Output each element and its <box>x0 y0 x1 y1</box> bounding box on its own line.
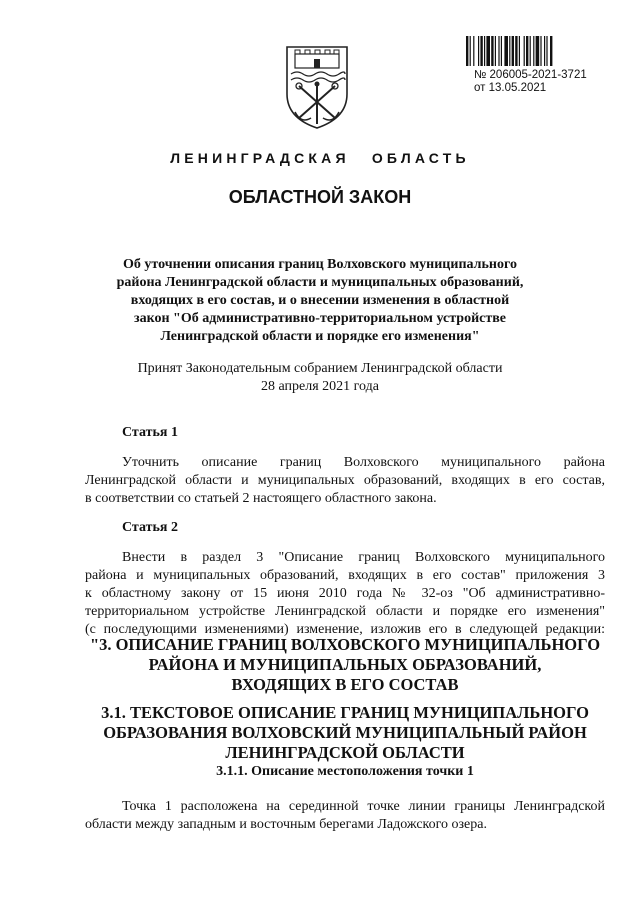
section-title-line: РАЙОНА И МУНИЦИПАЛЬНЫХ ОБРАЗОВАНИЙ, <box>148 655 542 674</box>
barcode-icon <box>466 36 582 66</box>
section-title-line: ВХОДЯЩИХ В ЕГО СОСТАВ <box>231 675 459 694</box>
section-title-line: ЛЕНИНГРАДСКОЙ ОБЛАСТИ <box>225 743 465 762</box>
coat-of-arms-icon <box>283 44 351 130</box>
adoption-date: 28 апреля 2021 года <box>261 379 379 394</box>
adoption-line: Принят Законодательным собранием Ленинградской области <box>137 361 503 376</box>
law-title <box>100 256 540 346</box>
paragraph-line: района и муниципальных образований, входящих в его состав" приложения 3 <box>85 568 605 583</box>
paragraph-line: Уточнить описание границ Волховского муниципального района <box>122 455 605 470</box>
section-3-title <box>85 635 605 695</box>
paragraph-line: Ленинградской области и муниципальных образований, входящих в его состав, <box>85 473 605 488</box>
paragraph-line: (с последующими изменениями) изменение, изложив его в следующей редакции: <box>85 622 605 637</box>
paragraph-line: к областному закону от 15 июня 2010 года № 32-оз "Об административно- <box>85 586 605 601</box>
point-1-description <box>85 798 605 834</box>
paragraph-line: Точка 1 расположена на серединной точке линии границы Ленинградской <box>122 799 605 814</box>
law-title-line: района Ленинградской области и муниципальных образований, <box>116 275 524 290</box>
registration-date: от 13.05.2021 <box>474 82 547 94</box>
section-title-line: ОБРАЗОВАНИЯ ВОЛХОВСКИЙ МУНИЦИПАЛЬНЫЙ РАЙОН <box>103 723 587 742</box>
section-title-line: 3.1. ТЕКСТОВОЕ ОПИСАНИЕ ГРАНИЦ МУНИЦИПАЛЬНОГО <box>101 703 589 722</box>
paragraph-line: Внести в раздел 3 "Описание границ Волховского муниципального <box>122 550 605 565</box>
paragraph-line: области между западным и восточным берегами Ладожского озера. <box>85 817 487 832</box>
law-type-title: ОБЛАСТНОЙ ЗАКОН <box>228 187 412 207</box>
paragraph-line: в соответствии со статьей 2 настоящего областного закона. <box>85 491 437 506</box>
registration-number: № 206005-2021-3721 <box>474 69 587 81</box>
law-title-line: Ленинградской области и порядке его изменения" <box>160 329 480 344</box>
paragraph-line: территориальном устройстве Ленинградской области и порядке его изменения" <box>85 604 605 619</box>
law-title-line: закон "Об административно-территориальном устройстве <box>133 311 506 326</box>
section-title-line: "3. ОПИСАНИЕ ГРАНИЦ ВОЛХОВСКОГО МУНИЦИПАЛЬНОГО <box>89 635 601 654</box>
article-2-body <box>85 549 605 639</box>
article-2-heading: Статья 2 <box>122 520 178 535</box>
law-title-line: входящих в его состав, и о внесении изменения в областной <box>130 293 510 308</box>
article-1-heading: Статья 1 <box>122 425 178 440</box>
article-1-body <box>85 454 605 508</box>
point-1-heading: 3.1.1. Описание местоположения точки 1 <box>216 764 474 779</box>
law-title-line: Об уточнении описания границ Волховского муниципального <box>123 257 517 272</box>
region-title: ЛЕНИНГРАДСКАЯ ОБЛАСТЬ <box>170 150 470 166</box>
section-3-1-title <box>85 703 605 763</box>
adoption-note <box>90 360 550 396</box>
